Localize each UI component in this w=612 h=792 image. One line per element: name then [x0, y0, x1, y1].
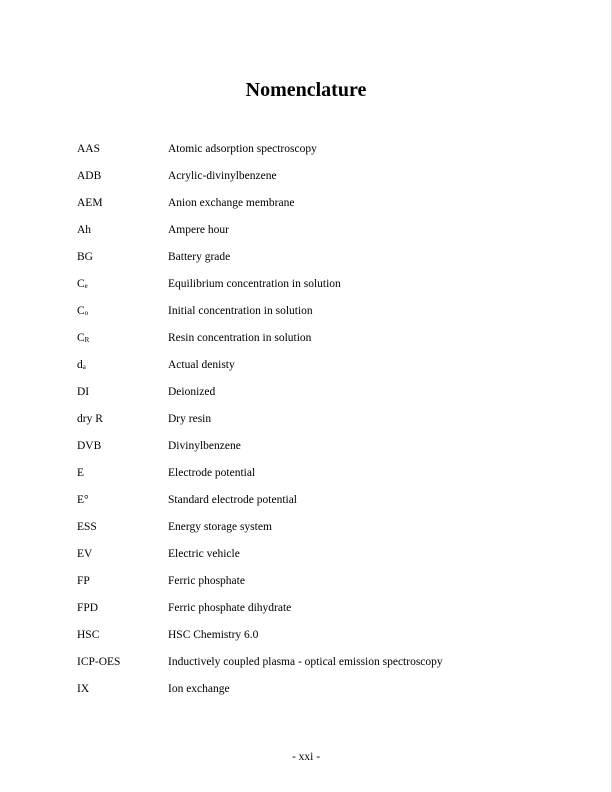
nomenclature-entry — [77, 330, 443, 357]
entry-symbol — [77, 519, 168, 546]
entry-definition: Inductively coupled plasma - optical emission spectroscopy — [168, 656, 443, 668]
symbol-subscript: a — [82, 363, 86, 371]
symbol-subscript: o — [84, 309, 89, 317]
nomenclature-entry — [77, 627, 443, 654]
entry-symbol — [77, 600, 168, 627]
symbol-base: BG — [77, 251, 93, 263]
entry-symbol — [77, 681, 168, 708]
symbol-base: EV — [77, 548, 93, 560]
entry-definition: Divinylbenzene — [168, 440, 241, 452]
nomenclature-entry — [77, 249, 443, 276]
entry-symbol — [77, 465, 168, 492]
entry-symbol — [77, 573, 168, 600]
entry-definition: Resin concentration in solution — [168, 332, 312, 344]
entry-definition: Battery grade — [168, 251, 231, 263]
symbol-base: ICP-OES — [77, 656, 121, 668]
symbol-base: AEM — [77, 197, 103, 209]
symbol-base: dry R — [77, 413, 103, 425]
symbol-base: ESS — [77, 521, 97, 533]
symbol-base: FP — [77, 575, 90, 587]
symbol-subscript: R — [84, 336, 90, 344]
nomenclature-entry — [77, 222, 443, 249]
entry-symbol — [77, 438, 168, 465]
nomenclature-entry — [77, 357, 443, 384]
nomenclature-entry — [77, 681, 443, 708]
nomenclature-entry — [77, 546, 443, 573]
entry-definition: HSC Chemistry 6.0 — [168, 629, 259, 641]
symbol-base: IX — [77, 683, 90, 695]
symbol-base: E° — [77, 494, 89, 506]
entry-symbol — [77, 303, 168, 330]
nomenclature-entry — [77, 168, 443, 195]
symbol-base: d — [77, 359, 83, 371]
nomenclature-entry — [77, 276, 443, 303]
entry-symbol — [77, 492, 168, 519]
entry-definition: Initial concentration in solution — [168, 305, 313, 317]
symbol-base: DVB — [77, 440, 102, 452]
nomenclature-entry — [77, 384, 443, 411]
entry-definition: Actual denisty — [168, 359, 235, 371]
entry-symbol — [77, 330, 168, 357]
entry-definition: Energy storage system — [168, 521, 272, 533]
nomenclature-entry — [77, 411, 443, 438]
entry-definition: Electrode potential — [168, 467, 256, 479]
nomenclature-entry — [77, 195, 443, 222]
nomenclature-entry — [77, 438, 443, 465]
entry-symbol — [77, 411, 168, 438]
entry-symbol — [77, 222, 168, 249]
entry-symbol — [77, 654, 168, 681]
entry-definition: Ampere hour — [168, 224, 229, 236]
entry-definition: Electric vehicle — [168, 548, 240, 560]
symbol-base: DI — [77, 386, 90, 398]
entry-symbol — [77, 195, 168, 222]
entry-symbol — [77, 627, 168, 654]
entry-symbol — [77, 384, 168, 411]
page-title: Nomenclature — [245, 79, 367, 101]
entry-symbol — [77, 276, 168, 303]
nomenclature-entry — [77, 492, 443, 519]
symbol-base: C — [77, 305, 85, 317]
entry-definition: Anion exchange membrane — [168, 197, 295, 209]
nomenclature-entry — [77, 600, 443, 627]
entry-definition: Ion exchange — [168, 683, 230, 695]
symbol-base: HSC — [77, 629, 100, 641]
symbol-base: E — [77, 467, 85, 479]
nomenclature-entry — [77, 573, 443, 600]
symbol-subscript: e — [84, 282, 88, 290]
symbol-base: C — [77, 332, 85, 344]
entry-definition: Standard electrode potential — [168, 494, 298, 506]
symbol-base: AAS — [77, 143, 101, 155]
entry-symbol — [77, 357, 168, 384]
symbol-base: ADB — [77, 170, 102, 182]
nomenclature-entry — [77, 303, 443, 330]
entry-symbol — [77, 168, 168, 195]
nomenclature-entry — [77, 654, 443, 681]
entry-definition: Deionized — [168, 386, 216, 398]
entry-symbol — [77, 249, 168, 276]
entry-symbol — [77, 141, 168, 168]
symbol-base: Ah — [77, 224, 92, 236]
nomenclature-entry — [77, 141, 443, 168]
entry-definition: Equilibrium concentration in solution — [168, 278, 341, 290]
nomenclature-entry — [77, 519, 443, 546]
entry-definition: Acrylic-divinylbenzene — [168, 170, 277, 182]
entry-definition: Dry resin — [168, 413, 212, 425]
entry-definition: Ferric phosphate — [168, 575, 245, 587]
entry-symbol — [77, 546, 168, 573]
symbol-base: C — [77, 278, 85, 290]
entry-definition: Ferric phosphate dihydrate — [168, 602, 292, 614]
page-number: - xxi - — [291, 751, 321, 763]
symbol-base: FPD — [77, 602, 99, 614]
nomenclature-list — [77, 141, 443, 708]
nomenclature-entry — [77, 465, 443, 492]
entry-definition: Atomic adsorption spectroscopy — [168, 143, 317, 155]
